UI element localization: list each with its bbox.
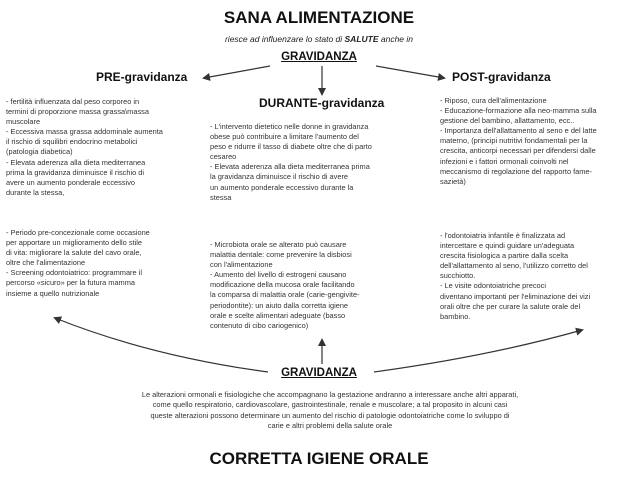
subtitle-bold: SALUTE [344, 34, 379, 44]
arrow-bottom-to-post [374, 330, 582, 372]
arrow-to-pre [204, 66, 270, 78]
arrow-to-post [376, 66, 444, 78]
pre-block-2: - Periodo pre-concezionale come occasione per apportare un miglioramento dello stile di vita: migliorare la salute del cavo orale, oltre che l'alimentazione - Screening odontoiatrico: programmare il percorso «sicuro» per la futura mamma insieme a quello nutrizionale [6, 228, 150, 298]
bottom-paragraph: Le alterazioni ormonali e fisiologiche che accompagnano la gestazione andranno a interessare anche altri apparati, come quello respiratorio, cardiovascolare, gastrointestinale, renale e muscolare; a tal proposito in alcuni casi queste alterazioni possono determinare un aumento del rischio di patologie odontoiatriche come lo sviluppo di carie e altri problemi della salute orale [141, 390, 519, 430]
center-bottom-label: GRAVIDANZA [281, 367, 357, 379]
subtitle-before: riesce ad influenzare lo stato di [224, 34, 345, 44]
main-title: SANA ALIMENTAZIONE [223, 8, 415, 27]
pre-block-1: - fertilità influenzata dal peso corporeo in termini di proporzione massa grassa\massa muscolare - Eccessiva massa grassa addominale aumenta il rischio di squilibri endocrino metabolici (patologia diabetica) - Elevata aderenza alla dieta mediterranea prima la gravidanza diminuisce il rischio di avere un aumento ponderale eccessivo durante la stessa, [6, 97, 163, 197]
during-heading: DURANTE-gravidanza [259, 96, 385, 110]
pre-heading: PRE-gravidanza [96, 70, 188, 84]
subtitle [0, 34, 638, 44]
during-block-2: - Microbiota orale se alterato può causare malattia dentale: come prevenire la disbiosi con l'alimentazione - Aumento del livello di estrogeni causano modificazione della mucosa orale facilitando la comparsa di malattia orale (carie-gengivite- periodontite): un aiuto dalla corretta igiene orale e scelte alimentari adeguate (basso contenuto di cibo cariogenico) [210, 240, 360, 330]
post-block-1: - Riposo, cura dell'alimentazione - Educazione-formazione alla neo-mamma sulla gestione del bambino, allattamento, ecc.. - Importanza dell'allattamento al seno e del latte materno, (principi nutritivi fondamentali per la crescita, anticorpi necessari per difendersi dalle infezioni e i fattori ormonali coinvolti nel meccanismo di regolazione del rapporto fame- sazietà) [440, 96, 597, 186]
post-heading: POST-gravidanza [452, 70, 551, 84]
during-block-1: - L'intervento dietetico nelle donne in gravidanza obese può contribuire a limitare l'aumento del peso e ridurre il tasso di diabete oltre che di parto cesareo - Elevata aderenza alla dieta mediterranea prima la gravidanza diminuisce il rischio di avere un aumento ponderale eccessivo durante la stessa [210, 122, 372, 202]
center-top-label: GRAVIDANZA [281, 51, 357, 63]
post-block-2: - l'odontoiatria infantile è finalizzata ad intercettare e quindi guidare un'adeguata crescita fisiologica a partire dalla scelta dell'allattamento al seno, l'utilizzo corretto del succhiotto. - Le visite odontoiatriche precoci diventano importanti per l'eliminazione dei vizi orali oltre che per curare la salute orale del bambino. [440, 231, 591, 321]
footer-title: CORRETTA IGIENE ORALE [209, 449, 429, 468]
subtitle-after: anche in [378, 34, 414, 44]
